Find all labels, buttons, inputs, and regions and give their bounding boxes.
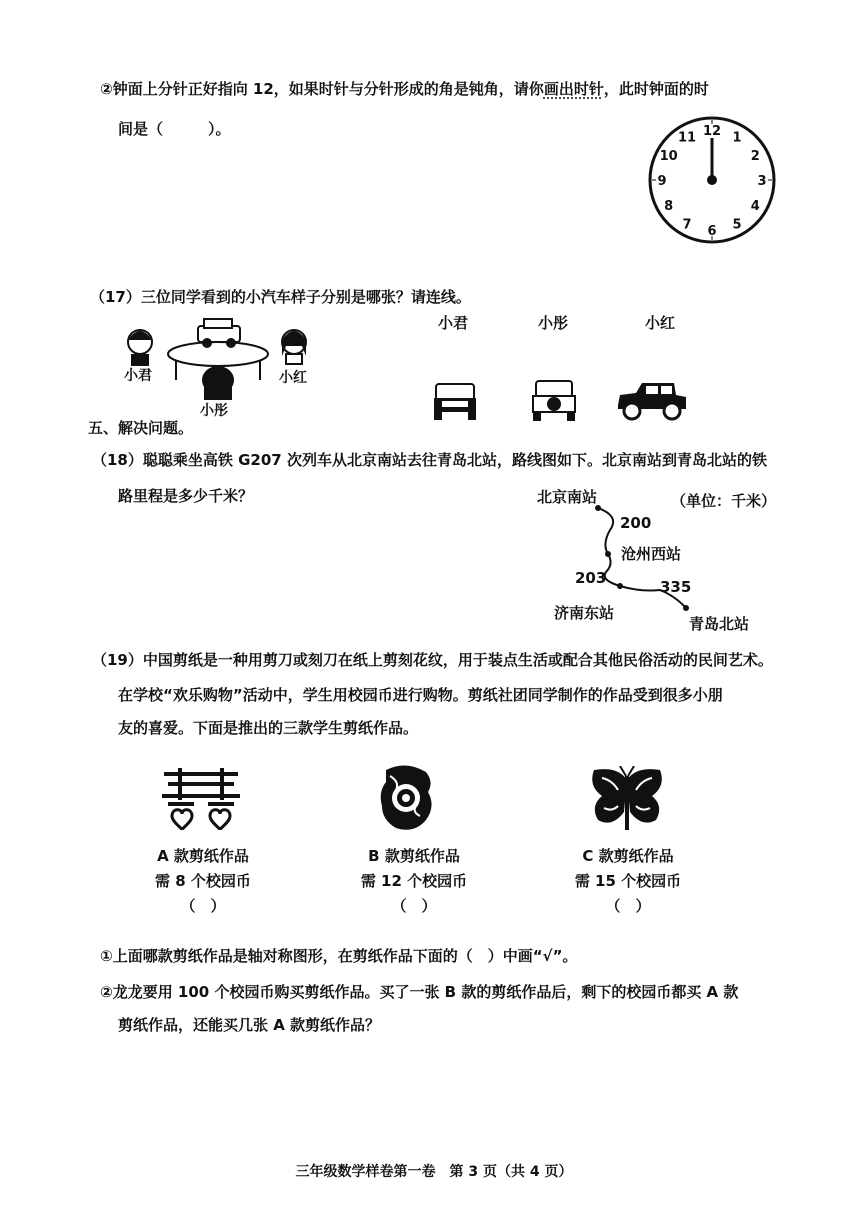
item-b-price: 需 12 个校园币 [360, 872, 468, 890]
answer-label-xiaohong: 小红 [645, 314, 676, 332]
clock-number-2: 2 [750, 149, 760, 164]
clock-number-12: 12 [702, 124, 722, 139]
q19-sub1: ①上面哪款剪纸作品是轴对称图形，在剪纸作品下面的（ ）中画“√”。 [100, 947, 578, 965]
person-label-xiaohong: 小红 [279, 370, 307, 386]
item-b-name: B 款剪纸作品 [368, 847, 460, 865]
clock-number-9: 9 [657, 174, 667, 189]
clock-number-7: 7 [682, 217, 692, 233]
distance-1: 200 [620, 514, 652, 532]
clock-number-1: 1 [732, 130, 742, 146]
item-a-answer-blank[interactable]: （ ） [180, 897, 226, 915]
q16b-line1-post: ，此时钟面的时 [603, 80, 709, 98]
station-qingdao-north: 青岛北站 [689, 615, 750, 633]
q19-sub2-line1: ②龙龙要用 100 个校园币购买剪纸作品。买了一张 B 款的剪纸作品后，剩下的校园币都买 A 款 [100, 983, 739, 1001]
clock-number-6: 6 [707, 224, 717, 239]
q19-line1: （19）中国剪纸是一种用剪刀或刻刀在纸上剪刻花纹，用于装点生活或配合其他民俗活动的民间艺术。 [92, 651, 773, 669]
clock-center [707, 175, 717, 185]
clock-number-8: 8 [664, 199, 674, 214]
item-c-name: C 款剪纸作品 [582, 847, 674, 865]
clock-number-5: 5 [732, 217, 742, 233]
page-footer: 三年级数学样卷第一卷 第 3 页（共 4 页） [295, 1164, 573, 1180]
car-side-view-icon [614, 381, 690, 421]
round-table [168, 342, 268, 366]
distance-3: 335 [660, 578, 692, 596]
section5-title: 五、解决问题。 [88, 419, 194, 437]
q18-line2: 路里程是多少千米？ [118, 487, 254, 505]
answer-label-xiaojun: 小君 [438, 314, 469, 332]
item-b-answer-blank[interactable]: （ ） [391, 897, 437, 915]
map-unit: （单位：千米） [671, 492, 777, 510]
person-label-xiaotong: 小彤 [200, 403, 228, 419]
q16b-line1-pre: ②钟面上分针正好指向 12，如果时针与分针形成的角是钝角，请你 [100, 80, 544, 98]
clock-number-10: 10 [659, 149, 678, 164]
q19-line3: 友的喜爱。下面是推出的三款学生剪纸作品。 [118, 719, 419, 737]
distance-2: 203 [575, 569, 607, 587]
q16b-line1-emph: 画出时针 [543, 80, 604, 98]
station-beijing-south: 北京南站 [537, 488, 598, 506]
station-jinan-east: 济南东站 [554, 604, 615, 622]
car-back-view-icon [530, 377, 578, 423]
papercut-butterfly-icon [588, 766, 666, 834]
clock-number-4: 4 [750, 199, 760, 214]
kid-left-icon [128, 330, 152, 366]
papercut-fish-flower-icon [376, 762, 436, 834]
clock-number-3: 3 [757, 174, 767, 189]
papercut-double-happiness-icon [160, 768, 242, 832]
q19-line2: 在学校“欢乐购物”活动中，学生用校园币进行购物。剪纸社团同学制作的作品受到很多小朋 [118, 686, 723, 704]
q16b-line2: 间是（ ）。 [118, 120, 231, 138]
q16b-line1 [100, 79, 709, 99]
item-c-price: 需 15 个校园币 [574, 872, 682, 890]
answer-label-xiaotong: 小彤 [538, 314, 569, 332]
person-label-xiaojun: 小君 [124, 368, 152, 384]
item-a-name: A 款剪纸作品 [157, 847, 249, 865]
q18-line1: （18）聪聪乘坐高铁 G207 次列车从北京南站去往青岛北站，路线图如下。北京南站到青岛北站的铁 [92, 451, 767, 469]
station-cangzhou-west: 沧州西站 [621, 545, 682, 563]
item-c-answer-blank[interactable]: （ ） [605, 897, 651, 915]
q19-sub2-line2: 剪纸作品，还能买几张 A 款剪纸作品？ [118, 1016, 381, 1034]
clock-face [646, 114, 778, 246]
clock-number-11: 11 [677, 130, 697, 146]
kid-front-icon [202, 366, 234, 400]
q17-title: （17）三位同学看到的小汽车样子分别是哪张？请连线。 [90, 288, 471, 306]
kid-right-icon [282, 330, 306, 364]
item-a-price: 需 8 个校园币 [155, 872, 251, 890]
car-front-view-icon [432, 378, 478, 422]
